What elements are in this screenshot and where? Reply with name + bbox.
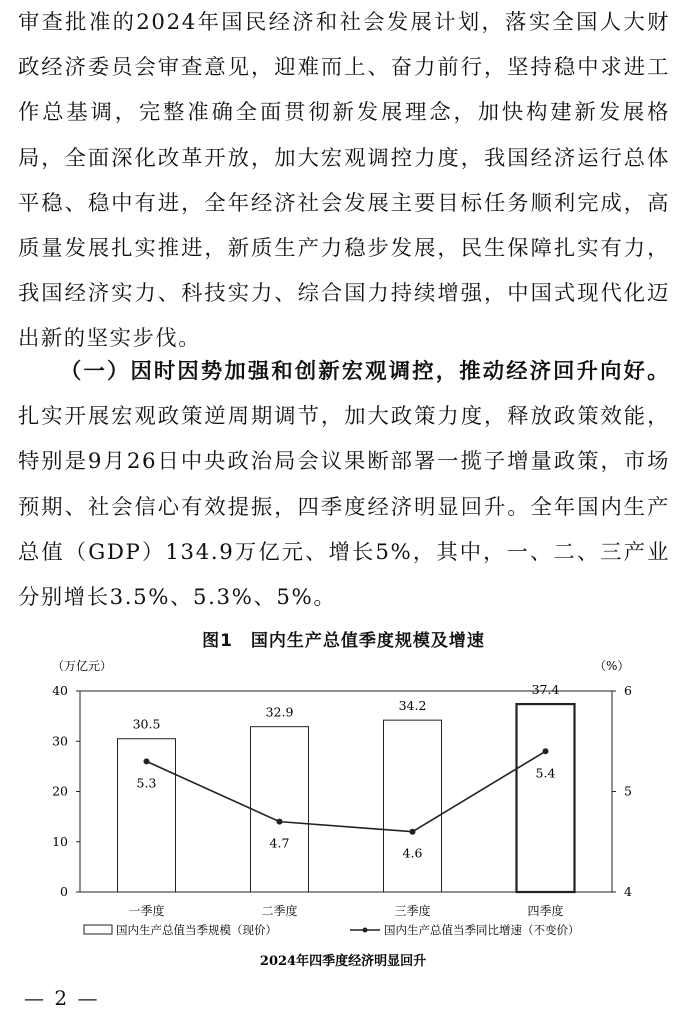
legend-line-marker bbox=[363, 928, 368, 933]
growth-rate-point bbox=[277, 819, 283, 825]
x-category-label: 二季度 bbox=[261, 904, 298, 918]
growth-rate-point bbox=[144, 758, 150, 764]
gdp-bar bbox=[384, 720, 442, 892]
y-right-tick-label: 4 bbox=[624, 884, 632, 899]
y-left-unit: （万亿元） bbox=[52, 659, 113, 673]
growth-rate-label: 5.3 bbox=[136, 775, 157, 791]
body-paragraph-2 bbox=[18, 349, 670, 620]
legend-bar-label: 国内生产总值当季规模（现价） bbox=[116, 923, 277, 937]
body-paragraph-1: 审查批准的2024年国民经济和社会发展计划，落实全国人大财政经济委员会审查意见，迎难而上、奋力前行，坚持稳中求进工作总基调，完整准确全面贯彻新发展理念，加快构建新发展格局，全面深化改革开放，加大宏观调控力度，我国经济运行总体平稳、稳中有进，全年经济社会发展主要目标任务顺利完成，高质量发展扎实推进，新质生产力稳步发展，民生保障扎实有力，我国经济实力、科技实力、综合国力持续增强，中国式现代化迈出新的坚实步伐。 bbox=[18, 10, 670, 352]
chart-caption: 2024年四季度经济明显回升 bbox=[259, 954, 427, 969]
y-left-tick-label: 40 bbox=[52, 683, 68, 698]
x-category-label: 一季度 bbox=[128, 904, 165, 918]
growth-rate-point bbox=[410, 829, 416, 835]
legend-line-label: 国内生产总值当季同比增速（不变价） bbox=[384, 923, 580, 937]
y-right-tick-label: 6 bbox=[624, 683, 632, 698]
section-heading: （一）因时因势加强和创新宏观调控，推动经济回升向好。 bbox=[60, 359, 670, 384]
growth-rate-point bbox=[543, 748, 549, 754]
bar-value-label: 34.2 bbox=[398, 698, 427, 714]
x-category-label: 三季度 bbox=[394, 904, 431, 918]
y-left-tick-label: 30 bbox=[52, 733, 68, 749]
y-left-tick-label: 0 bbox=[60, 884, 68, 899]
gdp-bar bbox=[517, 704, 575, 892]
growth-rate-label: 4.6 bbox=[402, 845, 423, 861]
section-body: 扎实开展宏观政策逆周期调节，加大政策力度，释放政策效能，特别是9月26日中央政治局会议果断部署一揽子增量政策，市场预期、社会信心有效提振，四季度经济明显回升。全年国内生产总值（GDP）134.9万亿元、增长5%，其中，一、二、三产业分别增长3.5%、5.3%、5%。 bbox=[18, 404, 670, 611]
y-left-tick-label: 10 bbox=[52, 833, 68, 849]
bar-value-label: 32.9 bbox=[265, 704, 294, 720]
growth-rate-label: 4.7 bbox=[269, 835, 290, 851]
figure-title: 图1 国内生产总值季度规模及增速 bbox=[202, 631, 485, 651]
page-number: — 2 — bbox=[24, 986, 100, 1010]
x-category-label: 四季度 bbox=[527, 904, 564, 918]
legend-bar-swatch bbox=[84, 925, 112, 934]
bar-value-label: 37.4 bbox=[531, 682, 560, 698]
gdp-bar bbox=[251, 727, 309, 892]
y-right-tick-label: 5 bbox=[624, 783, 632, 799]
growth-rate-label: 5.4 bbox=[535, 765, 556, 781]
growth-rate-line bbox=[147, 751, 546, 831]
y-right-unit: （%） bbox=[594, 659, 630, 673]
gdp-quarterly-chart bbox=[0, 652, 687, 972]
bar-value-label: 30.5 bbox=[132, 716, 161, 732]
y-left-tick-label: 20 bbox=[52, 783, 68, 799]
